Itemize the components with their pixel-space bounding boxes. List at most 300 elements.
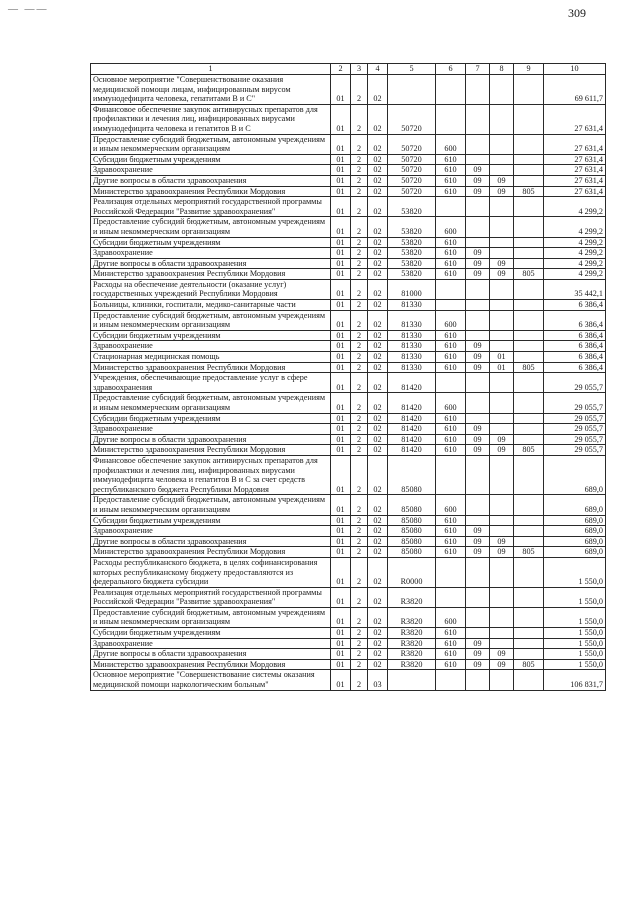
amount-cell: 4 299,2 [544, 197, 606, 217]
code-event-cell: 02 [368, 104, 388, 134]
header-cell: 1 [91, 64, 331, 75]
row-label-cell: Предоставление субсидий бюджетным, автономным учреждениям и иным некоммерческим организациям [91, 310, 331, 330]
code-ministry-cell: 805 [514, 186, 544, 197]
code-ministry-cell [514, 300, 544, 311]
code-expense-type-cell: 610 [436, 237, 466, 248]
code-subprogram-cell: 2 [351, 104, 368, 134]
code-direction-cell: 81330 [388, 300, 436, 311]
page-number: 309 [568, 6, 586, 20]
code-direction-cell: 81420 [388, 424, 436, 435]
code-direction-cell: 53820 [388, 269, 436, 280]
code-expense-type-cell: 610 [436, 547, 466, 558]
table-row [91, 495, 606, 515]
table-row [91, 628, 606, 639]
code-expense-type-cell: 610 [436, 269, 466, 280]
code-subsection-cell: 09 [490, 547, 514, 558]
code-program-cell: 01 [331, 413, 351, 424]
amount-cell: 29 055,7 [544, 373, 606, 393]
code-event-cell: 02 [368, 197, 388, 217]
code-subsection-cell: 01 [490, 352, 514, 363]
code-program-cell: 01 [331, 515, 351, 526]
code-section-cell [466, 330, 490, 341]
code-section-cell [466, 373, 490, 393]
code-expense-type-cell: 600 [436, 495, 466, 515]
code-direction-cell: R3820 [388, 649, 436, 660]
code-program-cell: 01 [331, 134, 351, 154]
code-section-cell [466, 75, 490, 105]
code-direction-cell: 50720 [388, 165, 436, 176]
code-section-cell: 09 [466, 445, 490, 456]
code-ministry-cell [514, 413, 544, 424]
code-program-cell: 01 [331, 495, 351, 515]
code-subsection-cell: 09 [490, 186, 514, 197]
code-section-cell [466, 495, 490, 515]
code-ministry-cell [514, 279, 544, 299]
code-program-cell: 01 [331, 258, 351, 269]
code-event-cell: 02 [368, 536, 388, 547]
code-program-cell: 01 [331, 217, 351, 237]
code-subprogram-cell: 2 [351, 536, 368, 547]
row-label-cell: Субсидии бюджетным учреждениям [91, 154, 331, 165]
code-subsection-cell [490, 526, 514, 537]
code-subsection-cell [490, 279, 514, 299]
code-expense-type-cell: 600 [436, 607, 466, 627]
amount-cell: 27 631,4 [544, 104, 606, 134]
code-section-cell: 09 [466, 269, 490, 280]
code-expense-type-cell: 610 [436, 413, 466, 424]
table-row [91, 341, 606, 352]
code-expense-type-cell: 610 [436, 434, 466, 445]
code-subprogram-cell: 2 [351, 495, 368, 515]
amount-cell: 106 831,7 [544, 670, 606, 690]
table-row [91, 186, 606, 197]
code-program-cell: 01 [331, 547, 351, 558]
code-expense-type-cell [436, 373, 466, 393]
code-event-cell: 02 [368, 607, 388, 627]
code-subprogram-cell: 2 [351, 547, 368, 558]
amount-cell: 27 631,4 [544, 186, 606, 197]
code-program-cell: 01 [331, 300, 351, 311]
amount-cell: 689,0 [544, 536, 606, 547]
code-subsection-cell [490, 104, 514, 134]
code-direction-cell: R0000 [388, 557, 436, 587]
code-event-cell: 02 [368, 587, 388, 607]
row-label-cell: Здравоохранение [91, 424, 331, 435]
code-ministry-cell [514, 515, 544, 526]
table-row [91, 75, 606, 105]
row-label-cell: Реализация отдельных мероприятий государственной программы Российской Федерации "Развитие здравоохранения" [91, 587, 331, 607]
code-ministry-cell: 805 [514, 445, 544, 456]
code-program-cell: 01 [331, 393, 351, 413]
code-event-cell: 02 [368, 300, 388, 311]
code-subprogram-cell: 2 [351, 217, 368, 237]
code-event-cell: 02 [368, 217, 388, 237]
code-subsection-cell [490, 373, 514, 393]
code-direction-cell: 81330 [388, 362, 436, 373]
amount-cell: 27 631,4 [544, 175, 606, 186]
amount-cell: 4 299,2 [544, 237, 606, 248]
code-subsection-cell [490, 587, 514, 607]
code-program-cell: 01 [331, 526, 351, 537]
amount-cell: 4 299,2 [544, 269, 606, 280]
amount-cell: 689,0 [544, 547, 606, 558]
code-program-cell: 01 [331, 175, 351, 186]
code-subprogram-cell: 2 [351, 445, 368, 456]
code-ministry-cell [514, 393, 544, 413]
code-section-cell: 09 [466, 341, 490, 352]
code-section-cell [466, 515, 490, 526]
code-section-cell: 09 [466, 536, 490, 547]
table-row [91, 413, 606, 424]
row-label-cell: Предоставление субсидий бюджетным, автономным учреждениям и иным некоммерческим организациям [91, 495, 331, 515]
code-expense-type-cell: 610 [436, 341, 466, 352]
row-label-cell: Расходы республиканского бюджета, в целях софинансирования которых республиканскому бюджету предоставляются из федерального бюджета субсидии [91, 557, 331, 587]
code-ministry-cell [514, 587, 544, 607]
code-ministry-cell [514, 341, 544, 352]
code-section-cell [466, 670, 490, 690]
row-label-cell: Предоставление субсидий бюджетным, автономным учреждениям и иным некоммерческим организациям [91, 393, 331, 413]
code-direction-cell: 53820 [388, 197, 436, 217]
row-label-cell: Субсидии бюджетным учреждениям [91, 237, 331, 248]
code-subsection-cell [490, 557, 514, 587]
table-row [91, 269, 606, 280]
code-program-cell: 01 [331, 536, 351, 547]
code-event-cell: 02 [368, 413, 388, 424]
code-ministry-cell [514, 165, 544, 176]
code-direction-cell: 50720 [388, 134, 436, 154]
code-direction-cell: 50720 [388, 154, 436, 165]
code-direction-cell: 81330 [388, 310, 436, 330]
code-subprogram-cell: 2 [351, 175, 368, 186]
code-subprogram-cell: 2 [351, 649, 368, 660]
row-label-cell: Министерство здравоохранения Республики Мордовия [91, 659, 331, 670]
code-section-cell [466, 217, 490, 237]
code-subprogram-cell: 2 [351, 165, 368, 176]
code-ministry-cell [514, 557, 544, 587]
row-label-cell: Предоставление субсидий бюджетным, автономным учреждениям и иным некоммерческим организациям [91, 607, 331, 627]
code-subsection-cell [490, 134, 514, 154]
code-ministry-cell [514, 248, 544, 259]
code-section-cell: 09 [466, 175, 490, 186]
amount-cell: 4 299,2 [544, 248, 606, 259]
code-direction-cell: 81420 [388, 373, 436, 393]
code-event-cell: 02 [368, 638, 388, 649]
amount-cell: 27 631,4 [544, 165, 606, 176]
table-row [91, 587, 606, 607]
code-expense-type-cell [436, 300, 466, 311]
code-direction-cell: 81420 [388, 393, 436, 413]
code-subsection-cell [490, 217, 514, 237]
row-label-cell: Финансовое обеспечение закупок антивирусных препаратов для профилактики и лечения лиц, инфицированных вирусами иммунодефицита человека и гепатитов В и С за счет средств республиканского бюджета Республики Мордовия [91, 455, 331, 494]
code-direction-cell: 81420 [388, 445, 436, 456]
row-label-cell: Субсидии бюджетным учреждениям [91, 330, 331, 341]
table-row [91, 393, 606, 413]
code-expense-type-cell: 610 [436, 536, 466, 547]
code-event-cell: 02 [368, 649, 388, 660]
code-ministry-cell [514, 75, 544, 105]
table-row [91, 279, 606, 299]
code-subprogram-cell: 2 [351, 424, 368, 435]
code-ministry-cell [514, 607, 544, 627]
code-section-cell: 09 [466, 547, 490, 558]
code-ministry-cell: 805 [514, 362, 544, 373]
code-program-cell: 01 [331, 237, 351, 248]
code-expense-type-cell: 610 [436, 258, 466, 269]
row-label-cell: Основное мероприятие "Совершенствование системы оказания медицинской помощи наркологическим больным" [91, 670, 331, 690]
code-ministry-cell: 805 [514, 547, 544, 558]
code-subprogram-cell: 2 [351, 413, 368, 424]
code-program-cell: 01 [331, 434, 351, 445]
table-row [91, 134, 606, 154]
code-direction-cell: 50720 [388, 186, 436, 197]
row-label-cell: Предоставление субсидий бюджетным, автономным учреждениям и иным некоммерческим организациям [91, 134, 331, 154]
code-program-cell: 01 [331, 557, 351, 587]
code-direction-cell: 85080 [388, 526, 436, 537]
code-program-cell: 01 [331, 279, 351, 299]
code-subsection-cell [490, 515, 514, 526]
code-subsection-cell: 09 [490, 434, 514, 445]
amount-cell: 29 055,7 [544, 434, 606, 445]
code-subprogram-cell: 2 [351, 557, 368, 587]
code-subprogram-cell: 2 [351, 587, 368, 607]
code-subprogram-cell: 2 [351, 154, 368, 165]
code-event-cell: 02 [368, 330, 388, 341]
code-event-cell: 02 [368, 424, 388, 435]
code-section-cell [466, 413, 490, 424]
code-ministry-cell [514, 310, 544, 330]
code-section-cell [466, 607, 490, 627]
amount-cell: 29 055,7 [544, 413, 606, 424]
code-program-cell: 01 [331, 75, 351, 105]
amount-cell: 6 386,4 [544, 330, 606, 341]
code-subprogram-cell: 2 [351, 341, 368, 352]
code-event-cell: 02 [368, 310, 388, 330]
row-label-cell: Министерство здравоохранения Республики Мордовия [91, 445, 331, 456]
code-subsection-cell: 09 [490, 445, 514, 456]
header-cell: 5 [388, 64, 436, 75]
code-program-cell: 01 [331, 197, 351, 217]
code-subsection-cell [490, 607, 514, 627]
code-ministry-cell [514, 628, 544, 639]
code-section-cell [466, 104, 490, 134]
code-section-cell: 09 [466, 526, 490, 537]
code-ministry-cell [514, 330, 544, 341]
code-subsection-cell [490, 628, 514, 639]
table-row [91, 536, 606, 547]
code-subsection-cell [490, 248, 514, 259]
table-row [91, 352, 606, 363]
row-label-cell: Министерство здравоохранения Республики Мордовия [91, 547, 331, 558]
code-event-cell: 02 [368, 186, 388, 197]
table-row [91, 258, 606, 269]
header-cell: 9 [514, 64, 544, 75]
code-direction-cell: 81330 [388, 341, 436, 352]
amount-cell: 689,0 [544, 455, 606, 494]
code-subsection-cell [490, 310, 514, 330]
code-subsection-cell [490, 670, 514, 690]
code-direction-cell: 81420 [388, 413, 436, 424]
code-event-cell: 02 [368, 445, 388, 456]
amount-cell: 1 550,0 [544, 557, 606, 587]
code-subprogram-cell: 2 [351, 659, 368, 670]
code-program-cell: 01 [331, 445, 351, 456]
amount-cell: 29 055,7 [544, 393, 606, 413]
table-row [91, 300, 606, 311]
code-direction-cell: 85080 [388, 495, 436, 515]
code-ministry-cell [514, 352, 544, 363]
code-section-cell: 09 [466, 434, 490, 445]
code-program-cell: 01 [331, 362, 351, 373]
table-row [91, 175, 606, 186]
code-expense-type-cell: 610 [436, 248, 466, 259]
header-cell: 7 [466, 64, 490, 75]
code-section-cell [466, 455, 490, 494]
code-expense-type-cell: 610 [436, 175, 466, 186]
code-section-cell: 09 [466, 649, 490, 660]
code-event-cell: 02 [368, 279, 388, 299]
code-ministry-cell: 805 [514, 659, 544, 670]
code-subsection-cell [490, 154, 514, 165]
code-subsection-cell [490, 330, 514, 341]
code-event-cell: 02 [368, 495, 388, 515]
code-subsection-cell [490, 455, 514, 494]
header-cell: 2 [331, 64, 351, 75]
code-section-cell: 09 [466, 638, 490, 649]
code-expense-type-cell [436, 670, 466, 690]
code-ministry-cell [514, 373, 544, 393]
code-event-cell: 02 [368, 362, 388, 373]
code-section-cell [466, 154, 490, 165]
code-direction-cell: R3820 [388, 638, 436, 649]
amount-cell: 689,0 [544, 526, 606, 537]
code-ministry-cell [514, 434, 544, 445]
code-subprogram-cell: 2 [351, 300, 368, 311]
code-program-cell: 01 [331, 638, 351, 649]
code-expense-type-cell: 610 [436, 638, 466, 649]
code-subsection-cell [490, 165, 514, 176]
row-label-cell: Субсидии бюджетным учреждениям [91, 413, 331, 424]
code-section-cell: 09 [466, 186, 490, 197]
code-ministry-cell [514, 495, 544, 515]
table-row [91, 445, 606, 456]
code-expense-type-cell: 600 [436, 217, 466, 237]
code-subprogram-cell: 2 [351, 362, 368, 373]
code-subprogram-cell: 2 [351, 197, 368, 217]
code-section-cell: 09 [466, 424, 490, 435]
code-expense-type-cell [436, 104, 466, 134]
header-cell: 4 [368, 64, 388, 75]
code-program-cell: 01 [331, 330, 351, 341]
code-subprogram-cell: 2 [351, 75, 368, 105]
code-expense-type-cell: 600 [436, 134, 466, 154]
code-subprogram-cell: 2 [351, 279, 368, 299]
table-row [91, 330, 606, 341]
amount-cell: 6 386,4 [544, 300, 606, 311]
row-label-cell: Здравоохранение [91, 341, 331, 352]
code-section-cell: 09 [466, 352, 490, 363]
code-event-cell: 02 [368, 341, 388, 352]
row-label-cell: Реализация отдельных мероприятий государственной программы Российской Федерации "Развитие здравоохранения" [91, 197, 331, 217]
code-direction-cell: 50720 [388, 175, 436, 186]
code-ministry-cell [514, 104, 544, 134]
code-event-cell: 02 [368, 154, 388, 165]
row-label-cell: Министерство здравоохранения Республики Мордовия [91, 186, 331, 197]
code-subprogram-cell: 2 [351, 373, 368, 393]
code-event-cell: 02 [368, 248, 388, 259]
table-row [91, 217, 606, 237]
code-subprogram-cell: 2 [351, 310, 368, 330]
code-expense-type-cell: 600 [436, 310, 466, 330]
code-event-cell: 02 [368, 352, 388, 363]
amount-cell: 4 299,2 [544, 217, 606, 237]
budget-allocation-table [90, 63, 606, 691]
code-subprogram-cell: 2 [351, 607, 368, 627]
amount-cell: 27 631,4 [544, 134, 606, 154]
code-subsection-cell [490, 393, 514, 413]
code-ministry-cell [514, 526, 544, 537]
code-direction-cell: 53820 [388, 237, 436, 248]
code-section-cell: 09 [466, 258, 490, 269]
code-direction-cell: R3820 [388, 607, 436, 627]
code-section-cell [466, 279, 490, 299]
code-program-cell: 01 [331, 154, 351, 165]
row-label-cell: Здравоохранение [91, 248, 331, 259]
code-expense-type-cell [436, 279, 466, 299]
code-subsection-cell [490, 424, 514, 435]
code-event-cell: 02 [368, 455, 388, 494]
header-cell: 6 [436, 64, 466, 75]
code-expense-type-cell: 610 [436, 526, 466, 537]
code-event-cell: 02 [368, 659, 388, 670]
row-label-cell: Субсидии бюджетным учреждениям [91, 515, 331, 526]
code-section-cell [466, 628, 490, 639]
amount-cell: 69 611,7 [544, 75, 606, 105]
code-subprogram-cell: 2 [351, 352, 368, 363]
code-event-cell: 02 [368, 526, 388, 537]
code-ministry-cell [514, 455, 544, 494]
code-event-cell: 02 [368, 165, 388, 176]
code-expense-type-cell: 610 [436, 628, 466, 639]
table-row [91, 197, 606, 217]
code-subprogram-cell: 2 [351, 237, 368, 248]
code-subprogram-cell: 2 [351, 670, 368, 690]
code-ministry-cell [514, 638, 544, 649]
code-expense-type-cell: 610 [436, 154, 466, 165]
row-label-cell: Стационарная медицинская помощь [91, 352, 331, 363]
code-program-cell: 01 [331, 165, 351, 176]
table-row [91, 638, 606, 649]
table-row [91, 362, 606, 373]
code-expense-type-cell: 610 [436, 445, 466, 456]
code-ministry-cell [514, 134, 544, 154]
code-event-cell: 02 [368, 237, 388, 248]
code-event-cell: 02 [368, 269, 388, 280]
row-label-cell: Другие вопросы в области здравоохранения [91, 434, 331, 445]
row-label-cell: Основное мероприятие "Совершенствование оказания медицинской помощи лицам, инфицированным вирусом иммунодефицита человека, гепатитами В и С" [91, 75, 331, 105]
code-expense-type-cell: 610 [436, 649, 466, 660]
code-subprogram-cell: 2 [351, 455, 368, 494]
code-event-cell: 02 [368, 547, 388, 558]
code-program-cell: 01 [331, 310, 351, 330]
amount-cell: 29 055,7 [544, 445, 606, 456]
table-row [91, 424, 606, 435]
row-label-cell: Другие вопросы в области здравоохранения [91, 175, 331, 186]
code-expense-type-cell: 600 [436, 393, 466, 413]
code-subprogram-cell: 2 [351, 186, 368, 197]
table-row [91, 649, 606, 660]
code-program-cell: 01 [331, 628, 351, 639]
code-subprogram-cell: 2 [351, 330, 368, 341]
